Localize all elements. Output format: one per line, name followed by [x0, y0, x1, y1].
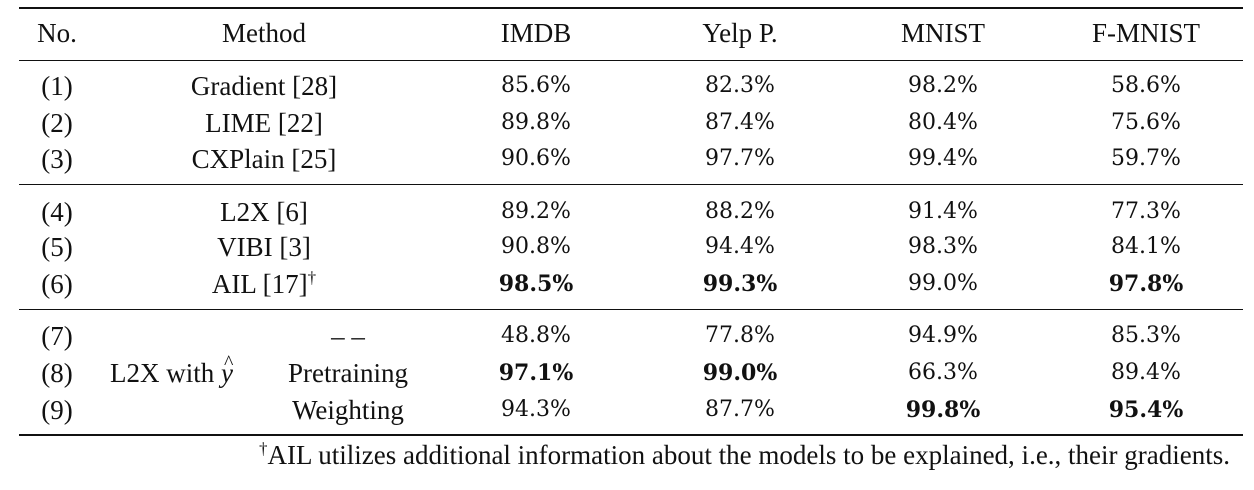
cell-imdb: 89.8% — [501, 110, 571, 135]
cell-yelp: 87.4% — [705, 110, 775, 135]
cell-yelp: 97.7% — [705, 146, 775, 171]
cell-fmnist: 89.4% — [1111, 360, 1181, 385]
header-yelp: Yelp P. — [702, 18, 778, 48]
row-method: Weighting — [292, 395, 404, 425]
cell-yelp: 99.0% — [702, 360, 778, 386]
footnote-mark: † — [259, 439, 268, 458]
header-no: No. — [37, 18, 77, 48]
cell-mnist: 98.2% — [908, 73, 978, 98]
cell-yelp: 99.3% — [702, 271, 778, 297]
row-method: AIL [17] — [211, 269, 308, 299]
row-method: CXPlain [25] — [191, 144, 337, 174]
row-no: (1) — [41, 71, 73, 101]
cell-mnist: 99.4% — [908, 146, 978, 171]
cell-imdb: 89.2% — [501, 199, 571, 224]
cell-yelp: 88.2% — [705, 199, 775, 224]
cell-mnist: 91.4% — [908, 199, 978, 224]
row-no: (4) — [41, 197, 73, 227]
group-rule-1 — [19, 184, 1243, 185]
bottom-rule — [19, 434, 1243, 436]
cell-imdb: 97.1% — [498, 360, 574, 386]
cell-mnist: 98.3% — [908, 234, 978, 259]
cell-mnist: 99.8% — [905, 397, 981, 423]
group-label-prefix: L2X with — [110, 358, 215, 388]
cell-imdb: 94.3% — [501, 397, 571, 422]
dagger-mark: † — [307, 268, 317, 287]
row-method: L2X [6] — [220, 197, 308, 227]
row-method: Gradient [28] — [190, 71, 338, 101]
row-no: (3) — [41, 144, 73, 174]
row-no: (7) — [41, 321, 73, 351]
cell-fmnist: 58.6% — [1111, 73, 1181, 98]
cell-imdb: 98.5% — [498, 271, 574, 297]
header-mnist: MNIST — [900, 18, 986, 48]
cell-fmnist: 59.7% — [1111, 146, 1181, 171]
row-no: (2) — [41, 108, 73, 138]
row-method: LIME [22] — [205, 108, 323, 138]
header-method: Method — [222, 18, 306, 48]
row-method: – – — [331, 321, 365, 351]
cell-fmnist: 77.3% — [1111, 199, 1181, 224]
cell-mnist: 66.3% — [908, 360, 978, 385]
cell-imdb: 90.8% — [501, 234, 571, 259]
header-imdb: IMDB — [500, 18, 572, 48]
cell-fmnist: 75.6% — [1111, 110, 1181, 135]
cell-fmnist: 97.8% — [1108, 271, 1184, 297]
cell-mnist: 80.4% — [908, 110, 978, 135]
y-hat-symbol: ^ y — [221, 358, 233, 388]
cell-imdb: 90.6% — [501, 146, 571, 171]
top-rule — [19, 7, 1243, 9]
row-method: VIBI [3] — [217, 232, 311, 262]
row-no: (5) — [41, 232, 73, 262]
cell-imdb: 85.6% — [501, 73, 571, 98]
cell-fmnist: 95.4% — [1108, 397, 1184, 423]
footnote-text: AIL utilizes additional information about the models to be explained, i.e., their gradients. — [267, 440, 1230, 470]
row-method: Pretraining — [288, 358, 408, 388]
header-fmnist: F-MNIST — [1091, 18, 1201, 48]
row-no: (8) — [41, 358, 73, 388]
footnote — [259, 440, 1230, 470]
cell-yelp: 87.7% — [705, 397, 775, 422]
row-no: (9) — [41, 395, 73, 425]
cell-yelp: 82.3% — [705, 73, 775, 98]
cell-yelp: 94.4% — [705, 234, 775, 259]
header-rule — [19, 60, 1243, 61]
row-method-ail — [212, 269, 316, 299]
cell-mnist: 99.0% — [908, 271, 978, 296]
row-no: (6) — [41, 269, 73, 299]
cell-mnist: 94.9% — [908, 323, 978, 348]
cell-fmnist: 84.1% — [1111, 234, 1181, 259]
cell-fmnist: 85.3% — [1111, 323, 1181, 348]
cell-imdb: 48.8% — [501, 323, 571, 348]
group-label — [110, 358, 233, 388]
cell-yelp: 77.8% — [705, 323, 775, 348]
group-rule-2 — [19, 309, 1243, 310]
